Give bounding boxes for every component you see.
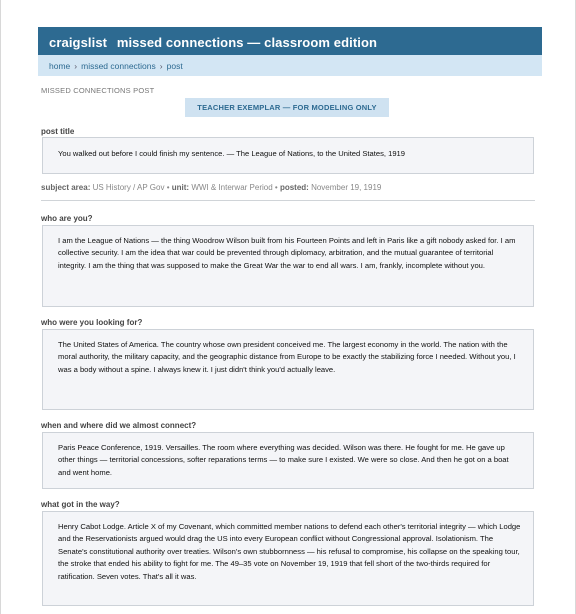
posted-label: posted:: [279, 183, 309, 192]
breadcrumb-missed-connections-link[interactable]: missed connections: [81, 61, 156, 71]
divider: [41, 200, 535, 201]
section-looking-for-text: The United States of America. The country whose own president conceived me. The largest economy in the world. The nation with the moral authority, the military capacity, and the geographic distance from Europe to be exactly the stabilizing force I needed. Without you, I was a body without a spine. I always knew it. I just didn't think you'd actually leave.: [58, 340, 516, 374]
post-meta: [41, 183, 381, 192]
subject-label: subject area:: [41, 183, 91, 192]
section-almost-connect-text: Paris Peace Conference, 1919. Versailles. The room where everything was decided. Wilson was there. He fought for me. He gave up other things — territorial concessions, softer reparations terms — to make sure I existed. We were so close. And then he got on a boat and went home.: [58, 443, 509, 477]
site-logo-link[interactable]: craigslist: [49, 35, 108, 50]
exemplar-badge: TEACHER EXEMPLAR — FOR MODELING ONLY: [185, 98, 389, 117]
unit-value: WWI & Interwar Period: [191, 183, 273, 192]
post-title-box: [42, 137, 534, 174]
section-looking-for-label: who were you looking for?: [41, 318, 143, 327]
section-who-are-you-text: I am the League of Nations — the thing Woodrow Wilson built from his Fourteen Points and left in Paris like a gift nobody asked for. I am collective security. I am the idea that war could be prevented through diplomacy, arbitration, and the mutual guarantee of territorial integrity. I am the thing that was supposed to make the Great War the war to end all wars. I am, frankly, incomplete without you.: [58, 236, 516, 270]
subject-value: US History / AP Gov: [92, 183, 165, 192]
section-title: missed connections — classroom edition: [116, 35, 378, 50]
breadcrumb-separator: ›: [74, 61, 78, 71]
section-looking-for-box: [42, 329, 534, 410]
section-got-in-the-way-text: Henry Cabot Lodge. Article X of my Covenant, which committed member nations to defend each other's territorial integrity — which Lodge and the Reservationists argued would drag the US into every European conflict without Congressional approval. Isolationism. The Senate's constitutional authority over treaties. Wilson's own stubbornness — his refusal to compromise, his collapse on the speaking tour, the stroke that ended his ability to fight for me. The 49–35 vote on November 19, 1919 that fell short of the two-thirds required for ratification. Seven votes. That's all it was.: [58, 522, 521, 581]
breadcrumb-separator: ›: [159, 61, 163, 71]
posted-date: November 19, 1919: [311, 183, 382, 192]
post-type-label: MISSED CONNECTIONS POST: [41, 86, 155, 95]
header-title: [49, 35, 377, 50]
breadcrumb-home-link[interactable]: home: [49, 61, 71, 71]
section-who-are-you-box: [42, 225, 534, 307]
site-header: [38, 27, 542, 55]
breadcrumb: [38, 55, 542, 76]
meta-bullet: •: [274, 183, 278, 192]
post-title-label: post title: [41, 127, 75, 136]
section-got-in-the-way-label: what got in the way?: [41, 500, 120, 509]
section-almost-connect-box: [42, 432, 534, 489]
unit-label: unit:: [171, 183, 190, 192]
meta-bullet: •: [166, 183, 170, 192]
section-got-in-the-way-box: [42, 511, 534, 606]
section-almost-connect-label: when and where did we almost connect?: [41, 421, 197, 430]
breadcrumb-post-link[interactable]: post: [166, 61, 183, 71]
post-title-text: You walked out before I could finish my sentence. — The League of Nations, to the United States, 1919: [58, 149, 406, 158]
section-who-are-you-label: who are you?: [41, 214, 93, 223]
